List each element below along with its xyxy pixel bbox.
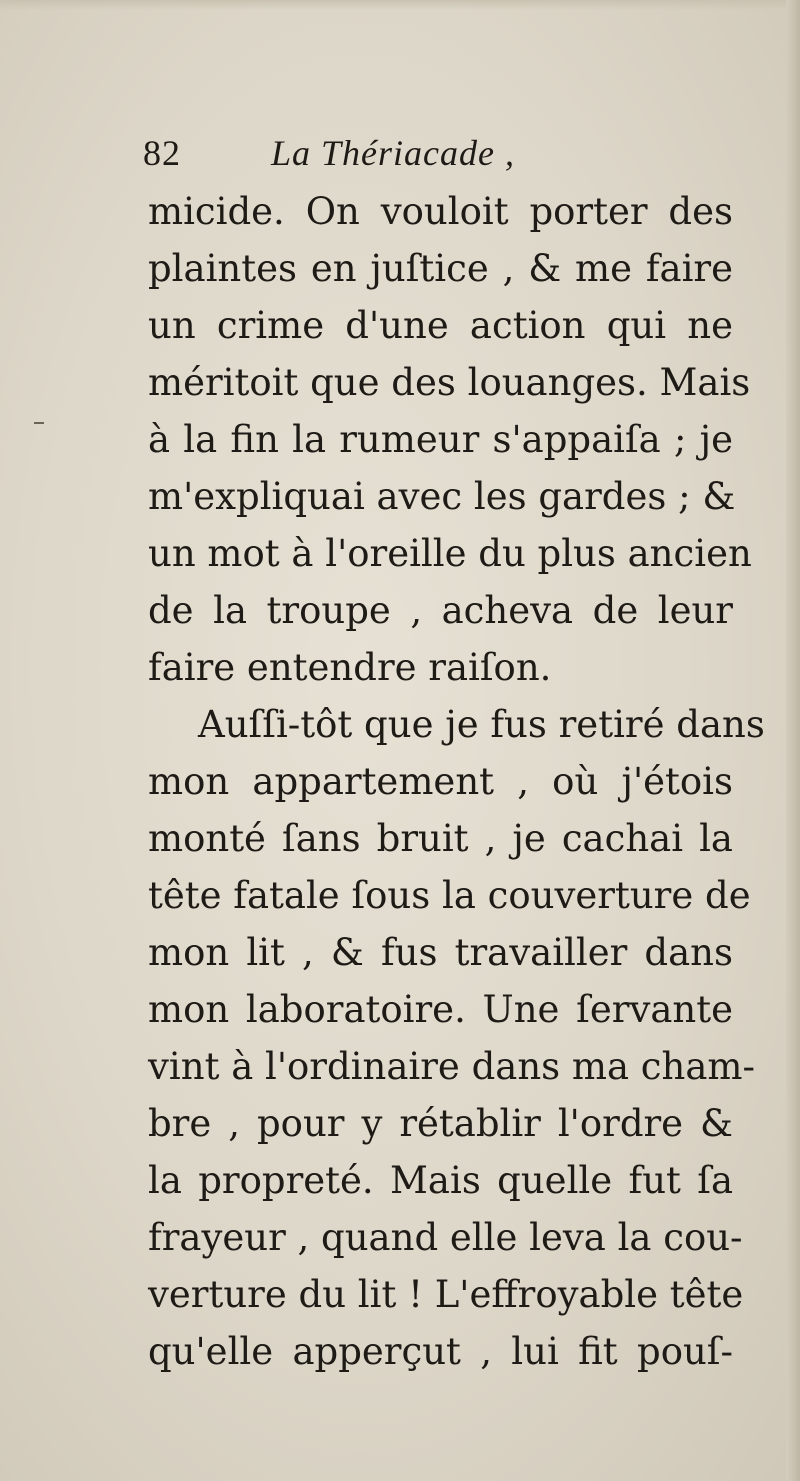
text-line: plaintes en juſtice , & me faire bbox=[148, 247, 733, 290]
body-text bbox=[148, 183, 765, 1380]
text-line-paragraph-end: faire entendre raiſon. bbox=[148, 646, 552, 689]
text-line: vint à l'ordinaire dans ma cham- bbox=[148, 1045, 755, 1088]
text-line: un crime d'une action qui ne bbox=[148, 304, 733, 347]
text-line: mon laboratoire. Une ſervante bbox=[148, 988, 733, 1031]
page-right-edge bbox=[786, 0, 800, 1481]
text-line: bre , pour y rétablir l'ordre & bbox=[148, 1102, 733, 1145]
margin-mark bbox=[34, 422, 44, 424]
page-top-shadow bbox=[0, 0, 800, 10]
text-line: mon lit , & fus travailler dans bbox=[148, 931, 733, 974]
text-line: verture du lit ! L'effroyable tête bbox=[148, 1273, 744, 1316]
text-line: micide. On vouloit porter des bbox=[148, 190, 733, 233]
running-title: La Thériacade , bbox=[271, 133, 515, 173]
text-line: un mot à l'oreille du plus ancien bbox=[148, 532, 752, 575]
text-line: tête fatale ſous la couverture de bbox=[148, 874, 751, 917]
text-line: frayeur , quand elle leva la cou- bbox=[148, 1216, 743, 1259]
text-line: mon appartement , où j'étois bbox=[148, 760, 733, 803]
page-number: 82 bbox=[143, 133, 181, 173]
running-head bbox=[143, 128, 743, 178]
text-line: méritoit que des louanges. Mais bbox=[148, 361, 751, 404]
text-line: à la fin la rumeur s'appaiſa ; je bbox=[148, 418, 733, 461]
text-line-paragraph-start: Auſſi-tôt que je fus retiré dans bbox=[198, 703, 765, 746]
text-line: qu'elle apperçut , lui fit pouſ- bbox=[148, 1330, 733, 1373]
text-line: de la troupe , acheva de leur bbox=[148, 589, 733, 632]
text-line: monté ſans bruit , je cachai la bbox=[148, 817, 733, 860]
text-line: la propreté. Mais quelle fut ſa bbox=[148, 1159, 733, 1202]
text-line: m'expliquai avec les gardes ; & bbox=[148, 475, 736, 518]
